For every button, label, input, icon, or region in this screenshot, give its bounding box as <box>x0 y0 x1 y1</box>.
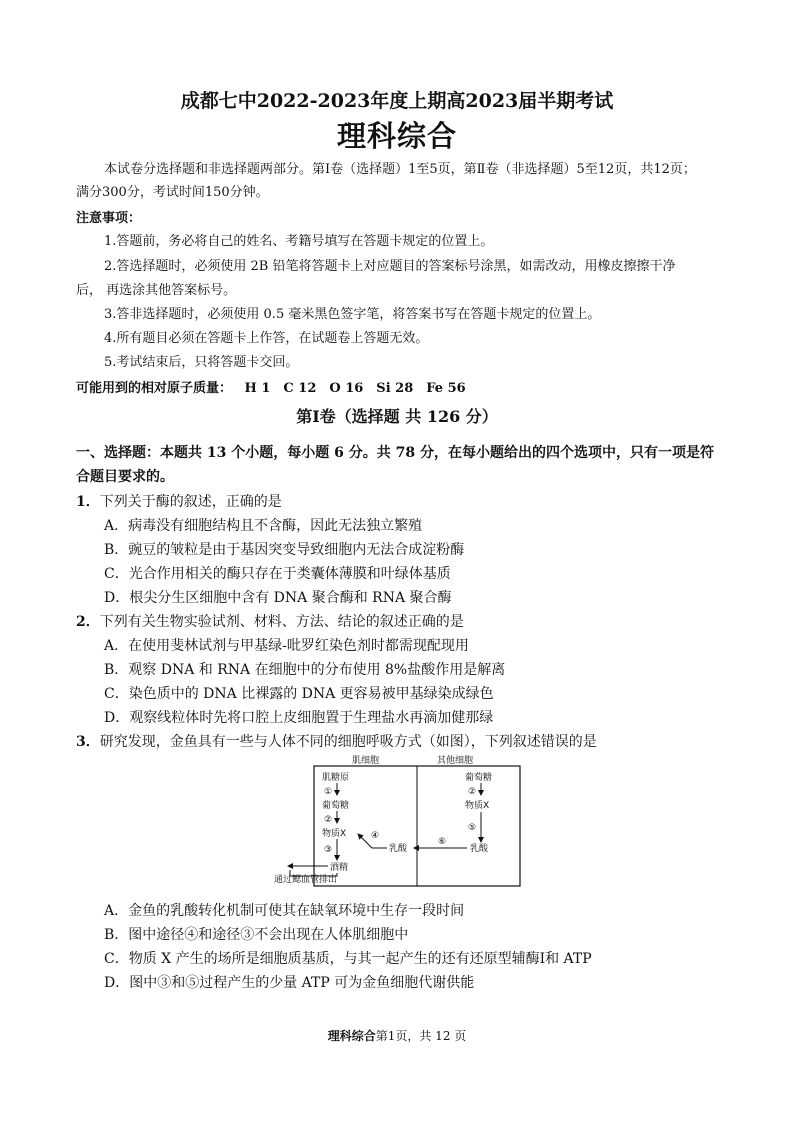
question-2-option-d: D．观察线粒体时先将口腔上皮细胞置于生理盐水再滴加健那绿 <box>104 710 494 726</box>
diagram-left-header: 肌细胞 <box>352 756 380 766</box>
question-2-option-a: A．在使用斐林试剂与甲基绿-吡罗红染色剂时都需现配现用 <box>104 638 469 654</box>
diagram-step-2-left: ② <box>324 815 333 825</box>
intro-line-2: 满分300分，考试时间150分钟。 <box>76 185 269 200</box>
diagram-step-5: ⑤ <box>468 823 477 833</box>
question-1-number: 1． <box>76 494 100 510</box>
respiration-diagram <box>262 752 522 887</box>
question-1-stem: 下列关于酶的叙述，正确的是 <box>99 494 282 510</box>
atomic-mass-label: 可能用到的相对原子质量： <box>76 381 233 396</box>
question-1-option-d: D．根尖分生区细胞中含有 DNA 聚合酶和 RNA 聚合酶 <box>104 590 452 606</box>
diagram-step-2-right: ② <box>468 787 477 797</box>
diagram-right-header: 其他细胞 <box>437 756 474 766</box>
diagram-ethanol: 酒精 <box>330 863 349 873</box>
question-3-option-b: B．图中途径④和途径③不会出现在人体肌细胞中 <box>104 927 409 943</box>
question-2-number: 2． <box>76 614 100 630</box>
question-3-number: 3． <box>76 734 100 750</box>
footer-subject: 理科综合 <box>327 1029 376 1043</box>
note-2a: 2.答选择题时，必须使用 2B 铅笔将答题卡上对应题目的答案标号涂黑，如需改动，用橡皮擦擦干净 <box>104 259 676 274</box>
question-1-option-b: B．豌豆的皱粒是由于基因突变导致细胞内无法合成淀粉酶 <box>104 542 465 558</box>
diagram-lactate-left: 乳酸 <box>389 844 408 854</box>
part1-title: 第Ⅰ卷（选择题 共 126 分） <box>296 407 498 426</box>
page-footer <box>0 1027 794 1044</box>
question-3 <box>76 731 597 751</box>
question-3-stem: 研究发现，金鱼具有一些与人体不同的细胞呼吸方式（如图），下列叙述错误的是 <box>99 734 597 750</box>
question-1 <box>76 491 282 511</box>
question-1-option-a: A．病毒没有细胞结构且不含酶，因此无法独立繁殖 <box>104 518 423 534</box>
notes-heading: 注意事项： <box>76 211 142 226</box>
note-2b: 后， 再选涂其他答案标号。 <box>76 283 237 298</box>
question-1-option-c: C．光合作用相关的酶只存在于类囊体薄膜和叶绿体基质 <box>104 566 451 582</box>
atomic-mass-values: H 1 C 12 O 16 Si 28 Fe 56 <box>244 381 466 396</box>
atomic-mass-line <box>76 377 466 396</box>
exam-title: 成都七中2022-2023年度上期高2023届半期考试 <box>180 90 614 112</box>
note-1: 1.答题前，务必将自己的姓名、考籍号填写在答题卡规定的位置上。 <box>104 234 494 249</box>
question-2-option-c: C．染色质中的 DNA 比裸露的 DNA 更容易被甲基绿染成绿色 <box>104 686 494 702</box>
section-instruction-1: 一、选择题：本题共 13 个小题，每小题 6 分。共 78 分，在每小题给出的四个选项中，只有一项是符 <box>76 445 714 461</box>
footer-page: 第1页，共 12 页 <box>375 1029 467 1043</box>
diagram-step-1: ① <box>324 787 333 797</box>
section-instruction-2: 合题目要求的。 <box>76 469 174 485</box>
diagram-excretion: 通过鳃血管排出 <box>274 875 338 885</box>
diagram-substance-x-right: 物质X <box>465 801 490 811</box>
diagram-substance-x-left: 物质X <box>322 829 347 839</box>
intro-line-1: 本试卷分选择题和非选择题两部分。第Ⅰ卷（选择题）1至5页，第Ⅱ卷（非选择题）5至12页，共12页； <box>104 162 696 177</box>
subject-title: 理科综合 <box>336 119 457 153</box>
question-2 <box>76 611 464 631</box>
diagram-glycogen: 肌糖原 <box>322 773 350 783</box>
question-2-stem: 下列有关生物实验试剂、材料、方法、结论的叙述正确的是 <box>99 614 464 630</box>
note-4: 4.所有题目必须在答题卡上作答，在试题卷上答题无效。 <box>104 331 429 346</box>
question-3-option-c: C．物质 X 产生的场所是细胞质基质，与其一起产生的还有还原型辅酶Ⅰ和 ATP <box>104 951 592 967</box>
note-3: 3.答非选择题时，必须使用 0.5 毫米黑色签字笔，将答案书写在答题卡规定的位置上。 <box>104 307 601 322</box>
diagram-step-3: ③ <box>324 845 333 855</box>
diagram-step-6: ⑥ <box>438 837 447 847</box>
question-2-option-b: B．观察 DNA 和 RNA 在细胞中的分布使用 8%盐酸作用是解离 <box>104 662 506 678</box>
question-3-option-a: A．金鱼的乳酸转化机制可使其在缺氧环境中生存一段时间 <box>104 903 465 919</box>
note-5: 5.考试结束后，只将答题卡交回。 <box>104 355 299 370</box>
diagram-glucose-left: 葡萄糖 <box>322 801 350 811</box>
diagram-step-4: ④ <box>371 831 380 841</box>
question-3-option-d: D．图中③和⑤过程产生的少量 ATP 可为金鱼细胞代谢供能 <box>104 975 475 991</box>
diagram-lactate-right: 乳酸 <box>470 844 489 854</box>
diagram-glucose-right: 葡萄糖 <box>465 773 493 783</box>
